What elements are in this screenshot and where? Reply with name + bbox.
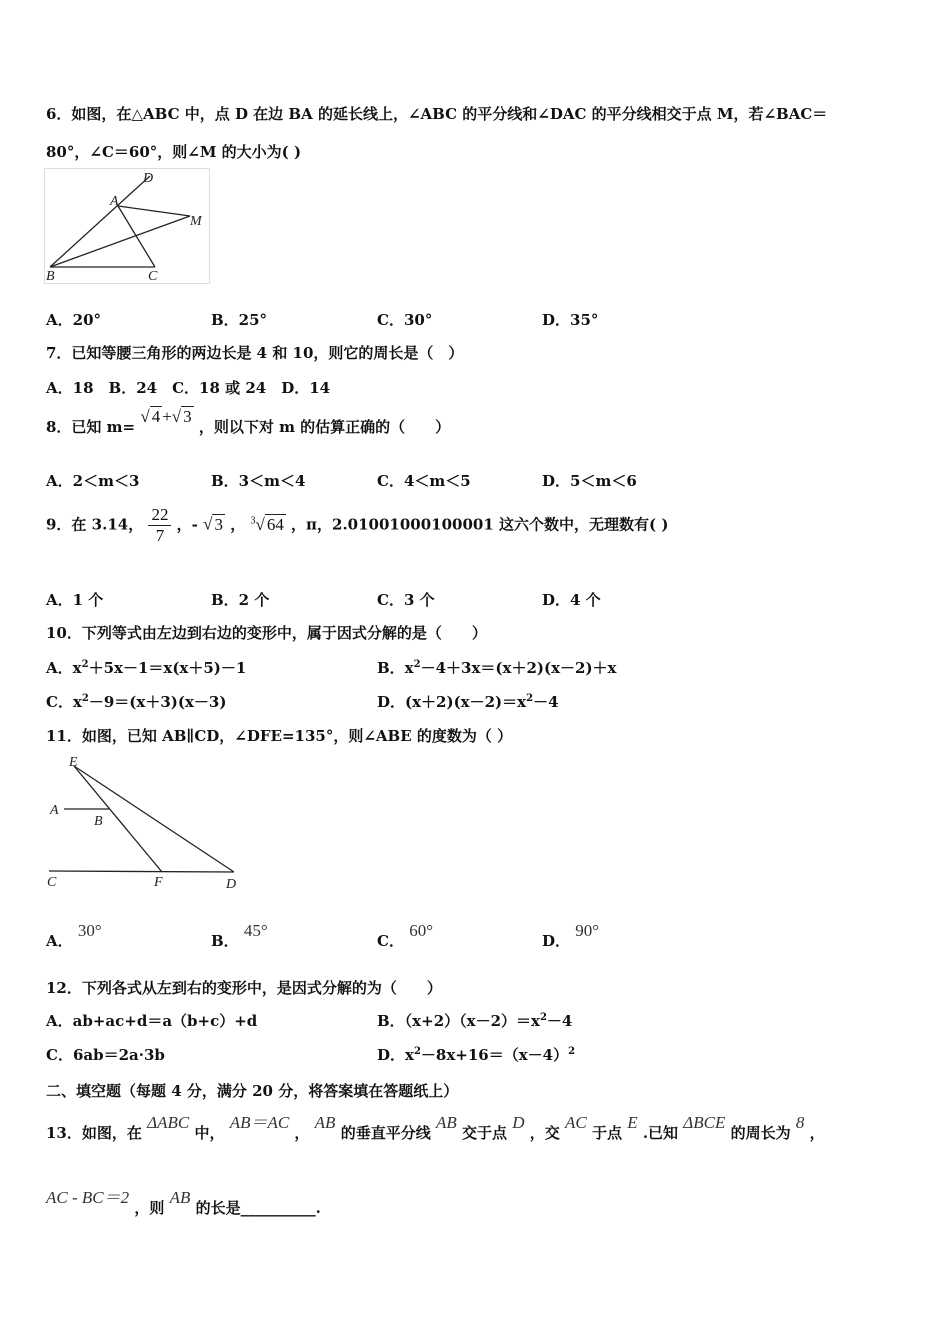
q6-label-d: D bbox=[143, 171, 154, 186]
q6-label-m: M bbox=[190, 214, 202, 229]
q12-text: 12．下列各式从左到右的变形中，是因式分解的为（ ） bbox=[46, 979, 442, 997]
q9-radical: √ 3 bbox=[203, 514, 223, 534]
q8-suffix: ，则以下对 m 的估算正确的（ ） bbox=[198, 418, 451, 436]
q13-line1: 13．如图，在 ΔABC 中， AB＝AC ， AB 的垂直平分线 AB 交于点 D ，交 AC 于点 E .已知 ΔBCE 的周长为 8 ， bbox=[46, 1113, 825, 1142]
q6-label-b: B bbox=[46, 269, 55, 284]
q9-option-b[interactable]: B．2 个 bbox=[211, 591, 270, 609]
q13-math-triangle-bce: ΔBCE bbox=[683, 1113, 726, 1132]
q10-option-c[interactable]: C．$x^2-9=(x+3)(x-3)$ bbox=[46, 693, 227, 711]
q13-answer-blank[interactable]: __________ bbox=[240, 1199, 316, 1217]
q11-label-c: C bbox=[47, 875, 57, 890]
q6-line1: 6．如图，在△ABC 中，点 D 在边 BA 的延长线上，∠ABC 的平分线和∠DAC 的平分线相交于点 M，若∠BAC＝ bbox=[46, 105, 828, 123]
q6-option-a[interactable]: A．20° bbox=[46, 311, 102, 329]
q10-option-a[interactable]: A．$x^2+5x-1=x(x+5)-1$ bbox=[46, 659, 247, 677]
q11-label-d: D bbox=[226, 877, 237, 892]
q8-option-a[interactable]: A．2＜m＜3 bbox=[46, 472, 140, 490]
q13-math-ac-bc: AC - BC＝2 bbox=[46, 1188, 130, 1207]
q9-option-a[interactable]: A．1 个 bbox=[46, 591, 104, 609]
q10-option-d[interactable]: D．$(x+2)(x-2)=x^2-4$ bbox=[377, 693, 559, 711]
q11-option-a[interactable]: A． 30° bbox=[46, 921, 102, 950]
q6-option-c[interactable]: C．30° bbox=[377, 311, 433, 329]
q9-option-d[interactable]: D．4 个 bbox=[542, 591, 601, 609]
q6-figure bbox=[44, 168, 210, 284]
q10-option-b[interactable]: B．$x^2-4+3x=(x+2)(x-2)+x$ bbox=[377, 659, 617, 677]
q13-math-ab-3: AB bbox=[169, 1188, 191, 1207]
q11-figure bbox=[44, 752, 244, 894]
q8-prefix: 8．已知 m= bbox=[46, 418, 136, 436]
q8-plus: + bbox=[162, 407, 172, 426]
q8-option-b[interactable]: B．3＜m＜4 bbox=[211, 472, 306, 490]
q11-label-e: E bbox=[69, 755, 78, 770]
q9-sep1: ，- bbox=[176, 515, 198, 534]
q8-option-c[interactable]: C．4＜m＜5 bbox=[377, 472, 471, 490]
q9-cube-root: $^3$√ 64 bbox=[250, 514, 284, 534]
q6-option-b[interactable]: B．25° bbox=[211, 311, 268, 329]
q9-line bbox=[46, 505, 668, 546]
q13-math-triangle-abc: ΔABC bbox=[147, 1113, 190, 1132]
q7-text: 7．已知等腰三角形的两边长是 4 和 10，则它的周长是（ ） bbox=[46, 344, 464, 362]
q8-line bbox=[46, 407, 451, 437]
q11-label-f: F bbox=[154, 875, 163, 890]
q11-label-a: A bbox=[50, 803, 59, 818]
q13-math-8: 8 bbox=[795, 1113, 805, 1132]
q7-options[interactable]: A．18 B．24 C．18 或 24 D．14 bbox=[46, 379, 331, 397]
q8-radical-1: √ 4 bbox=[140, 407, 161, 426]
q9-sep2: ， bbox=[230, 515, 246, 534]
q6-option-d[interactable]: D．35° bbox=[542, 311, 599, 329]
q9-option-c[interactable]: C．3 个 bbox=[377, 591, 435, 609]
q10-text: 10．下列等式由左边到右边的变形中，属于因式分解的是（ ） bbox=[46, 624, 487, 642]
q13-math-d: D bbox=[512, 1113, 525, 1132]
q8-radical-2: √ 3 bbox=[171, 407, 192, 426]
q12-option-a[interactable]: A．ab+ac+d＝a（b+c）+d bbox=[46, 1012, 258, 1030]
q12-option-c[interactable]: C．6ab＝2a·3b bbox=[46, 1046, 165, 1064]
section2-heading: 二、填空题（每题 4 分，满分 20 分，将答案填在答题纸上） bbox=[46, 1082, 459, 1100]
q13-math-ab: AB bbox=[314, 1113, 336, 1132]
q6-label-c: C bbox=[148, 269, 158, 284]
q6-label-a: A bbox=[110, 194, 119, 209]
q13-math-ac: AC bbox=[564, 1113, 587, 1132]
q6-line2: 80°，∠C＝60°，则∠M 的大小为( ) bbox=[46, 143, 302, 161]
q9-suffix: ，π，2.01001000100001 这六个数中，无理数有( ) bbox=[291, 515, 669, 534]
q12-option-d[interactable]: D．$x^2-8x+16=(x-4)^2$ bbox=[377, 1046, 576, 1064]
q13-math-ab-2: AB bbox=[435, 1113, 457, 1132]
q13-math-ab-eq-ac: AB＝AC bbox=[229, 1113, 290, 1132]
q11-option-c[interactable]: C． 60° bbox=[377, 921, 433, 950]
q11-label-b: B bbox=[94, 814, 103, 829]
q13-line2: AC - BC＝2 ，则 AB 的长是__________. bbox=[46, 1188, 321, 1217]
q8-option-d[interactable]: D．5＜m＜6 bbox=[542, 472, 637, 490]
q11-option-d[interactable]: D． 90° bbox=[542, 921, 600, 950]
q12-option-b[interactable]: B．$(x+2)(x-2)=x^2-4$ bbox=[377, 1012, 573, 1030]
q9-prefix: 9．在 3.14， bbox=[46, 515, 144, 534]
q13-math-e: E bbox=[627, 1113, 638, 1132]
q11-option-b[interactable]: B． 45° bbox=[211, 921, 268, 950]
q11-text: 11．如图，已知 AB∥CD，∠DFE=135°，则∠ABE 的度数为（ ） bbox=[46, 727, 513, 745]
q9-fraction: $\frac{22}{7}$ bbox=[148, 505, 171, 546]
